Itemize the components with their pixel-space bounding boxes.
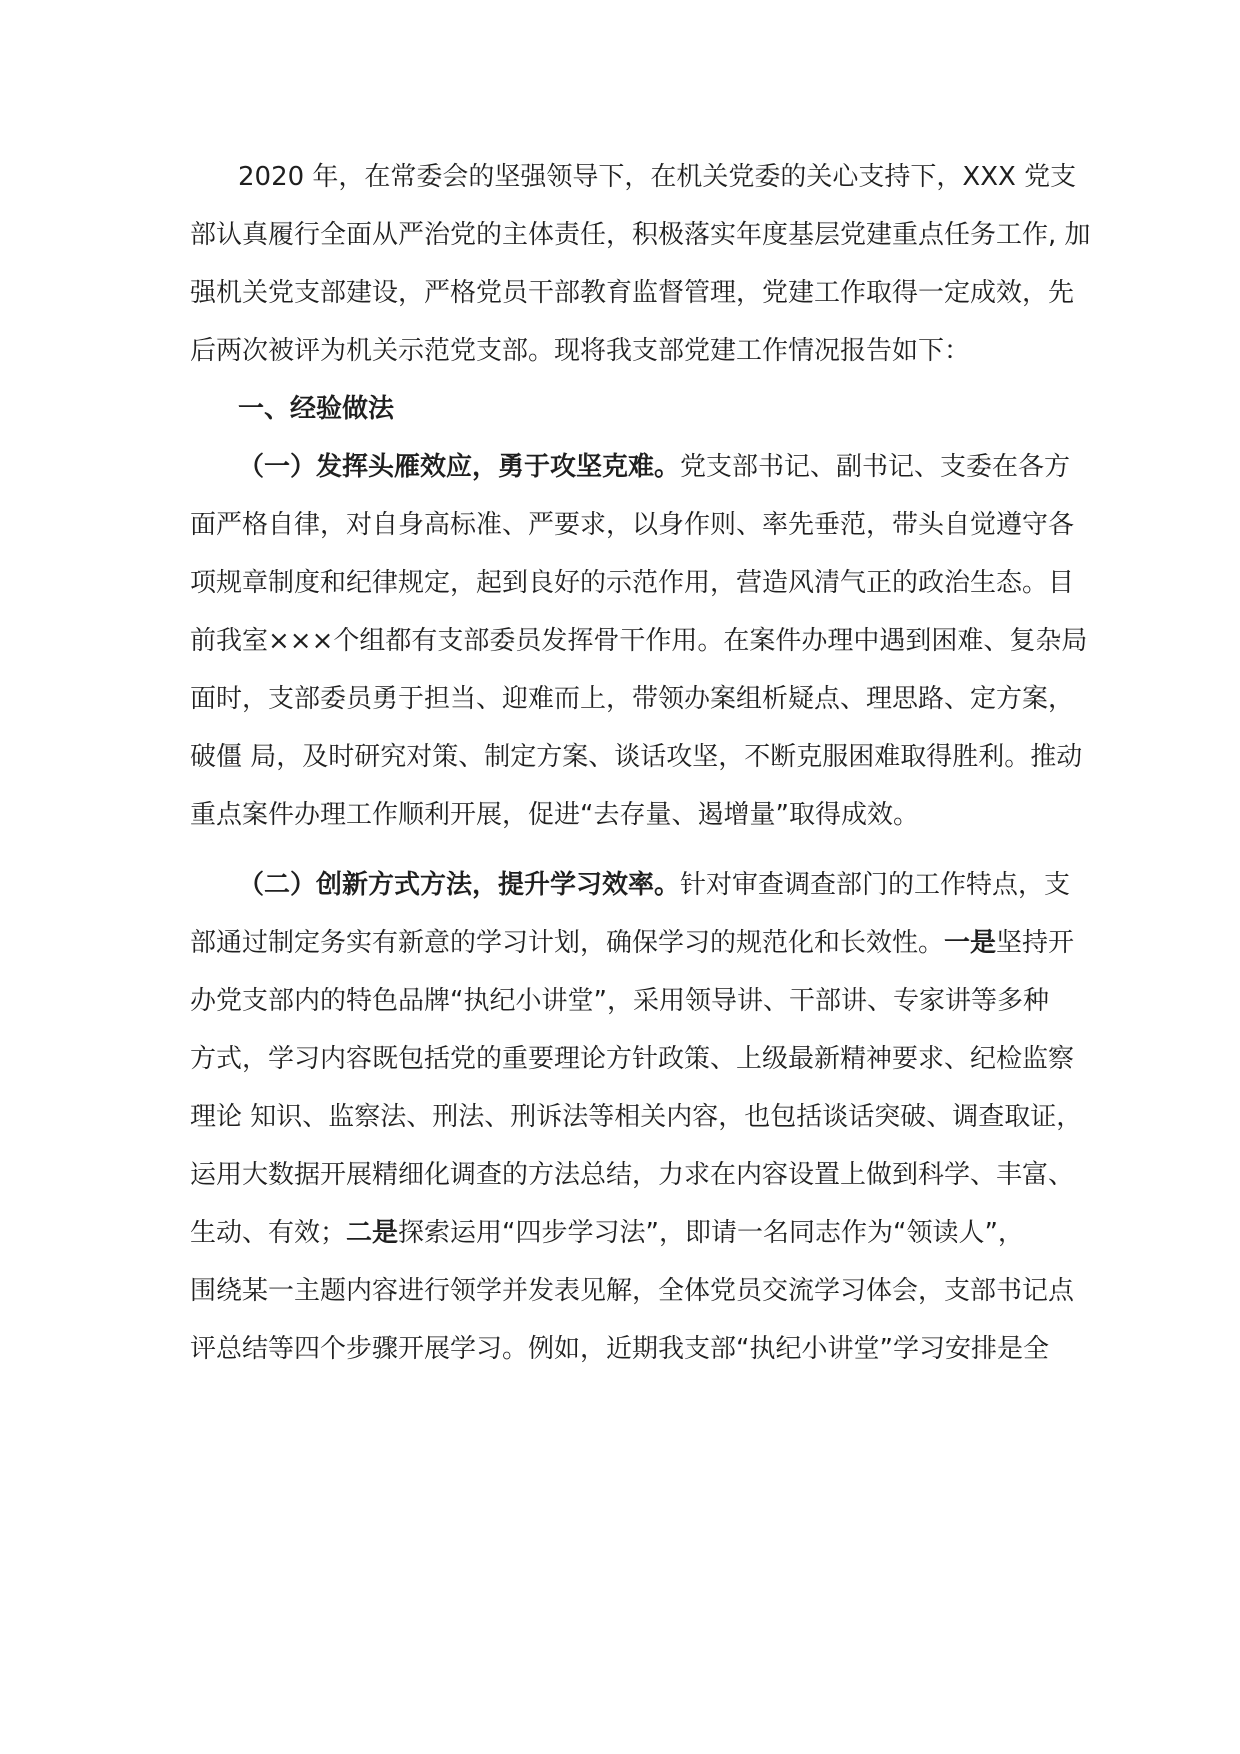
- s1-line-6: 破僵 局，及时研究对策、制定方案、谈话攻坚，不断克服困难取得胜利。推动: [190, 742, 1083, 772]
- intro-line-3: 强机关党支部建设，严格党员干部教育监督管理，党建工作取得一定成效，先: [190, 278, 1075, 308]
- s2-line-2c: 坚持开: [996, 928, 1075, 958]
- s2-line-1: [238, 865, 1070, 905]
- s2-line-6: 运用大数据开展精细化调查的方法总结，力求在内容设置上做到科学、丰富、: [190, 1160, 1075, 1190]
- s2-title: （二）创新方式方法，提升学习效率。: [238, 870, 681, 900]
- s1-title: （一）发挥头雁效应，勇于攻坚克难。: [238, 452, 681, 482]
- s1-line-1: [238, 447, 1070, 487]
- s2-line-7c: 探索运用“四步学习法”，即请一名同志作为“领读人”，: [398, 1218, 1024, 1248]
- s2-line-1-text: 针对审查调查部门的工作特点，支: [680, 870, 1071, 900]
- s2-line-8: 围绕某一主题内容进行领学并发表见解，全体党员交流学习体会，支部书记点: [190, 1276, 1075, 1306]
- s2-line-9: 评总结等四个步骤开展学习。例如，近期我支部“执纪小讲堂”学习安排是全: [190, 1334, 1049, 1364]
- intro-line-4: 后两次被评为机关示范党支部。现将我支部党建工作情况报告如下：: [190, 336, 971, 366]
- s2-line-7a: 生动、有效；: [190, 1218, 347, 1248]
- s1-line-7: 重点案件办理工作顺利开展，促进“去存量、遏增量”取得成效。: [190, 800, 919, 830]
- s2-line-2a: 部通过制定务实有新意的学习计划，确保学习的规范化和长效性。: [190, 928, 945, 958]
- s2-first-point-label: 一是: [944, 928, 997, 958]
- s1-line-5: 面时，支部委员勇于担当、迎难而上，带领办案组析疑点、理思路、定方案，: [190, 684, 1075, 714]
- section-heading: 一、经验做法: [238, 394, 395, 424]
- intro-line-2: 部认真履行全面从严治党的主体责任，积极落实年度基层党建重点任务工作, 加: [190, 220, 1091, 250]
- intro-line-1: 2020 年，在常委会的坚强领导下，在机关党委的关心支持下，XXX 党支: [238, 162, 1077, 192]
- s1-line-2: 面严格自律，对自身高标准、严要求，以身作则、率先垂范，带头自觉遵守各: [190, 510, 1075, 540]
- s2-line-4: 方式，学习内容既包括党的重要理论方针政策、上级最新精神要求、纪检监察: [190, 1044, 1075, 1074]
- s1-line-3: 项规章制度和纪律规定，起到良好的示范作用，营造风清气正的政治生态。目: [190, 568, 1075, 598]
- s2-line-5: 理论 知识、监察法、刑法、刑诉法等相关内容，也包括谈话突破、调查取证，: [190, 1102, 1083, 1132]
- s1-line-1-text: 党支部书记、副书记、支委在各方: [680, 452, 1071, 482]
- s2-line-2: [190, 923, 1074, 963]
- s2-line-7: [190, 1213, 1024, 1253]
- s2-second-point-label: 二是: [346, 1218, 399, 1248]
- s1-line-4: 前我室×××个组都有支部委员发挥骨干作用。在案件办理中遇到困难、复杂局: [190, 626, 1088, 656]
- s2-line-3: 办党支部内的特色品牌“执纪小讲堂”，采用领导讲、干部讲、专家讲等多种: [190, 986, 1049, 1016]
